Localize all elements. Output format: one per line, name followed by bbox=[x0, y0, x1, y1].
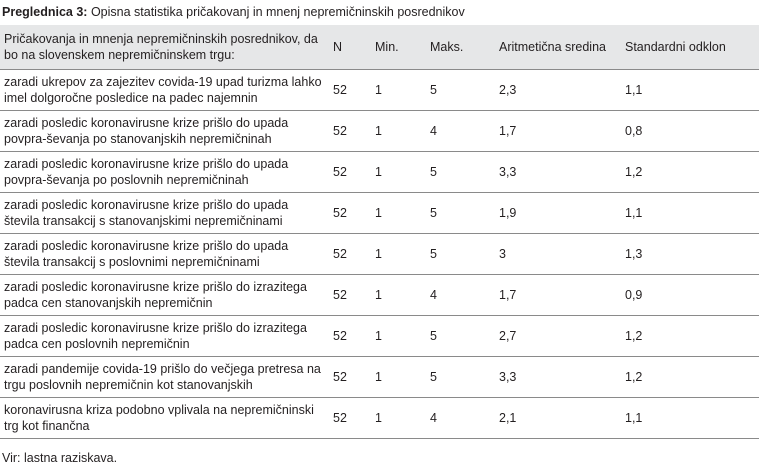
row-n: 52 bbox=[333, 164, 347, 179]
row-n: 52 bbox=[333, 123, 347, 138]
row-min: 1 bbox=[375, 82, 382, 97]
row-description: zaradi posledic koronavirusne krize prišlo do izrazitega padca cen poslovnih nepremičnin bbox=[4, 320, 307, 351]
row-min: 1 bbox=[375, 164, 382, 179]
row-mean: 3 bbox=[499, 246, 506, 261]
row-mean: 2,1 bbox=[499, 410, 517, 425]
header-sd: Standardni odklon bbox=[625, 39, 726, 54]
row-n: 52 bbox=[333, 246, 347, 261]
row-n: 52 bbox=[333, 82, 347, 97]
row-sd: 1,2 bbox=[625, 164, 643, 179]
row-min: 1 bbox=[375, 123, 382, 138]
row-max: 5 bbox=[430, 82, 437, 97]
table-row bbox=[0, 151, 759, 192]
row-max: 4 bbox=[430, 410, 437, 425]
header-min: Min. bbox=[375, 39, 399, 54]
row-n: 52 bbox=[333, 369, 347, 384]
row-sd: 0,9 bbox=[625, 287, 643, 302]
header-description: Pričakovanja in mnenja nepremičninskih posrednikov, da bo na slovenskem nepremičninskem trgu: bbox=[4, 31, 318, 62]
row-description: zaradi posledic koronavirusne krize prišlo do izrazitega padca cen stanovanjskih nepremičnin bbox=[4, 279, 307, 310]
table-row bbox=[0, 233, 759, 274]
row-n: 52 bbox=[333, 205, 347, 220]
row-mean: 2,7 bbox=[499, 328, 517, 343]
table-row bbox=[0, 192, 759, 233]
row-description: zaradi pandemije covida-19 prišlo do večjega pretresa na trgu poslovnih nepremičnin kot stanovanjskih bbox=[4, 361, 321, 392]
row-n: 52 bbox=[333, 328, 347, 343]
row-sd: 0,8 bbox=[625, 123, 643, 138]
table-row bbox=[0, 274, 759, 315]
row-sd: 1,2 bbox=[625, 369, 643, 384]
table-row bbox=[0, 397, 759, 438]
row-mean: 1,7 bbox=[499, 287, 517, 302]
row-max: 5 bbox=[430, 246, 437, 261]
row-min: 1 bbox=[375, 369, 382, 384]
table-header-row bbox=[0, 25, 759, 69]
row-max: 5 bbox=[430, 205, 437, 220]
row-sd: 1,1 bbox=[625, 410, 643, 425]
header-max: Maks. bbox=[430, 39, 464, 54]
row-max: 5 bbox=[430, 328, 437, 343]
caption-title: Opisna statistika pričakovanj in mnenj nepremičninskih posrednikov bbox=[90, 5, 465, 19]
row-min: 1 bbox=[375, 246, 382, 261]
row-sd: 1,2 bbox=[625, 328, 643, 343]
statistics-table bbox=[0, 25, 759, 439]
row-mean: 3,3 bbox=[499, 164, 517, 179]
row-mean: 3,3 bbox=[499, 369, 517, 384]
source-note: Vir: lastna raziskava. bbox=[2, 451, 118, 465]
table-row bbox=[0, 356, 759, 397]
row-sd: 1,3 bbox=[625, 246, 643, 261]
row-mean: 2,3 bbox=[499, 82, 517, 97]
row-description: zaradi posledic koronavirusne krize prišlo do upada števila transakcij s poslovnimi nepremičninami bbox=[4, 238, 289, 269]
row-description: zaradi posledic koronavirusne krize prišlo do upada povpra-ševanja po stanovanjskih nepremičninah bbox=[4, 115, 289, 146]
row-mean: 1,7 bbox=[499, 123, 517, 138]
header-n: N bbox=[333, 39, 343, 54]
row-max: 4 bbox=[430, 123, 437, 138]
row-sd: 1,1 bbox=[625, 82, 643, 97]
row-max: 4 bbox=[430, 287, 437, 302]
table-row bbox=[0, 315, 759, 356]
caption-label: Preglednica 3: bbox=[2, 5, 88, 19]
row-max: 5 bbox=[430, 369, 437, 384]
row-max: 5 bbox=[430, 164, 437, 179]
row-n: 52 bbox=[333, 410, 347, 425]
row-n: 52 bbox=[333, 287, 347, 302]
table-caption bbox=[2, 4, 465, 20]
row-description: koronavirusna kriza podobno vplivala na nepremičninski trg kot finančna bbox=[4, 402, 314, 433]
row-min: 1 bbox=[375, 205, 382, 220]
row-description: zaradi posledic koronavirusne krize prišlo do upada števila transakcij s stanovanjskimi nepremičninami bbox=[4, 197, 289, 228]
row-min: 1 bbox=[375, 287, 382, 302]
statistics-table-container bbox=[0, 25, 759, 439]
table-row bbox=[0, 110, 759, 151]
row-min: 1 bbox=[375, 410, 382, 425]
header-mean: Aritmetična sredina bbox=[499, 39, 606, 54]
row-mean: 1,9 bbox=[499, 205, 517, 220]
row-description: zaradi ukrepov za zajezitev covida-19 upad turizma lahko imel dolgoročne posledice na padec najemnin bbox=[4, 74, 322, 105]
row-min: 1 bbox=[375, 328, 382, 343]
row-description: zaradi posledic koronavirusne krize prišlo do upada povpra-ševanja po poslovnih nepremičninah bbox=[4, 156, 289, 187]
row-sd: 1,1 bbox=[625, 205, 643, 220]
table-row bbox=[0, 69, 759, 110]
